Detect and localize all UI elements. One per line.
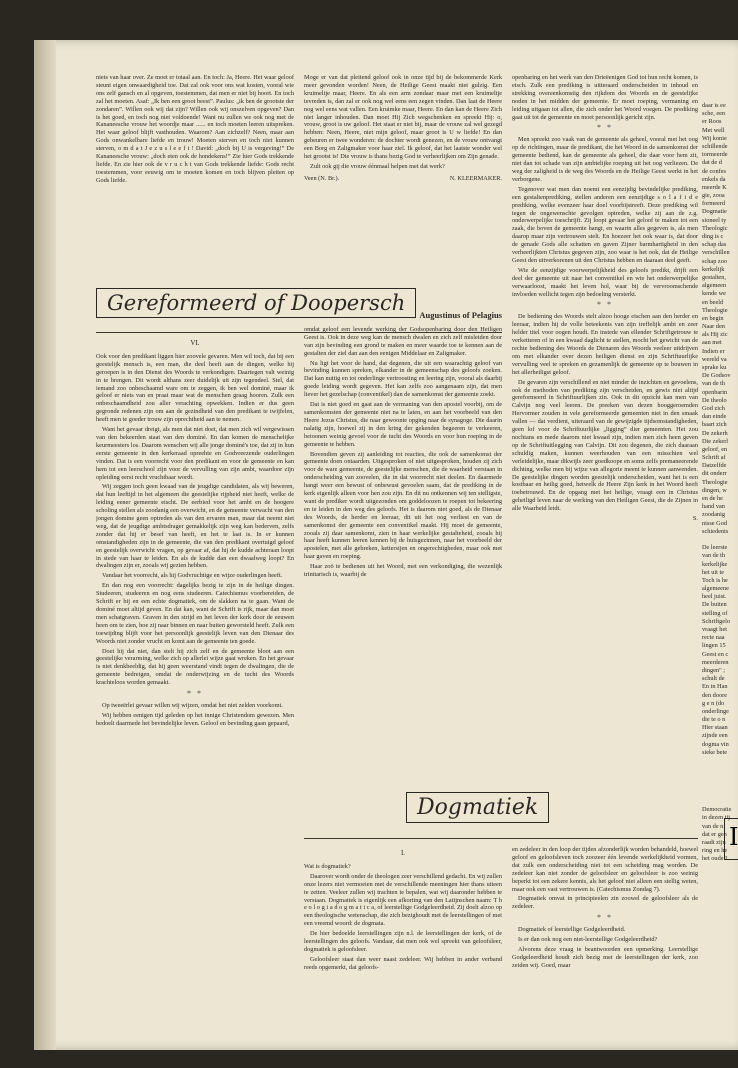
cropped-line-fragment: Datzelfde xyxy=(702,462,727,470)
paragraph: Wat is dogmatiek? xyxy=(304,862,351,870)
section-heading-dogmatiek: Dogmatiek xyxy=(406,792,549,823)
cropped-line-fragment: stelling of xyxy=(702,609,728,617)
cropped-line-fragment: meerderen xyxy=(702,658,729,666)
cropped-line-fragment: Theologie xyxy=(702,306,728,314)
cropped-line-fragment: De Godsov xyxy=(702,372,731,380)
cropped-line-fragment: sprake ku xyxy=(702,364,727,371)
cropped-line-fragment: dingen" ; xyxy=(702,666,726,674)
paragraph: Wij zeggen toch geen kwaad van de jeugdige candidaten, als wij beweren, dat hun leeftijd in het algemeen die geestelijke rijpheid niet heeft, welke de leiding eener gemeente eischt. De eerbied voor het ambt en de hoogere scholing stellen als zoodanig een overwicht, en de gemeente verwacht van den jongen domine geen optreden als van den ervaren man, maar dat neemt niet weg, dat de jeugdige ambtsdrager gemakkelijk zijn weg kan bederven, zelfs zonder dat hij er besef van heeft, en het te laat is. In er kunnen omstandigheden zijn in de gemeente, die van den predikant overtuigd geloof en geestelijk overwicht vragen, op gevaar af, dat hij de kudde achteraan loopt in stede van haar te leiden. En als de kudde dan een dwaalweg loopt? En dwalingen zijn er, zooals wij gezien hebben. xyxy=(96,483,294,570)
cropped-line-fragment: dogma vin xyxy=(702,740,729,748)
section-heading-gereformeerd-of-doopersch: Gereformeerd of Doopersch xyxy=(96,288,416,318)
paragraph: Wie de eenzijdige voorwerpelijkheid des geloofs predikt, drijft een deel der gemeente uit naar het conventikel en wie het onderwerpelijke verwaarloost, maakt het leven hol, waar bij de vervroomschende invloeden wellicht tegen zijn bedoeling versterkt. xyxy=(512,266,698,298)
paragraph: Dat is niet goed en gaat aan de vermaning van den apostel voorbij, om de samenkomsten der gemeente niet na te laten, en aan het voorbeeld van den Heere Jezus Christus, die naar gewoonte opging naar de synagoge. Die daarin nalatig zijn, hoewel zij in den kring der gekenden begeeren te verkeeren, betoonen weinig gevoel voor de tucht des Woords en voor hun roeping in de gemeente te hebben. xyxy=(304,401,502,448)
signature-place: Veen (N. Br.). xyxy=(304,174,340,182)
heading-rule xyxy=(304,838,698,839)
cropped-line-fragment: sieke bete xyxy=(702,748,727,756)
cropped-line-fragment: sche, een xyxy=(702,110,726,118)
column-1-top xyxy=(96,74,294,238)
cropped-line-fragment xyxy=(702,782,738,790)
cropped-line-fragment: Hier staan xyxy=(702,724,728,732)
cropped-line-fragment: er Roos xyxy=(702,118,722,126)
cropped-line-fragment: Dogmatie xyxy=(702,208,727,216)
paragraph: Want het gevaar dreigt, als men dat niet doet, dat men zich wil vergewissen van den bekeerden staat van den dominé. En dan komen de menschelijke keurmeesters los. Daarom wenschen wij alle jonge dominé's toe, dat zij in hun eerste gemeente in den kerkeraad opreehte en Godvreezende ouderlingen vinden. Dat is een voorrecht voor den predikant en voor de gemeente en kan hem tot een leerschool zijn voor de vervulling van zijn ambt, waardoor zijn opleiding eerst recht vruchtbaar wordt. xyxy=(96,426,294,481)
cropped-line-fragment: dat er gen xyxy=(702,830,727,838)
cropped-line-fragment: De zekerh xyxy=(702,429,728,437)
paragraph: Vandaar het voorrecht, als hij Godvruchtige en wijze ouderlingen heeft. xyxy=(102,572,283,580)
newspaper-page xyxy=(34,40,738,1050)
cropped-line-fragment: den doore xyxy=(702,691,728,699)
cropped-line-fragment: sioneel ty xyxy=(702,216,727,224)
cropped-line-fragment: zijnde een xyxy=(702,732,728,740)
cropped-line-fragment: onderlinge xyxy=(702,707,729,715)
cropped-line-fragment: kerkelijke xyxy=(702,560,728,568)
cropped-next-column xyxy=(702,102,738,863)
cropped-line-fragment: lingen 15 xyxy=(702,642,726,650)
cropped-line-fragment: hand van xyxy=(702,503,725,511)
article-subheading: Augustinus of Pelagius xyxy=(419,310,502,320)
cropped-line-fragment: en begin xyxy=(702,314,724,322)
cropped-line-fragment: algemeen xyxy=(702,282,727,290)
cropped-heading-letter: I xyxy=(729,823,738,851)
column-3-top xyxy=(512,74,698,782)
cropped-line-fragment: kende we xyxy=(702,290,726,298)
cropped-line-fragment: schult de xyxy=(702,675,725,683)
cropped-line-fragment: formeerd xyxy=(702,200,726,208)
paragraph: Is er dan ook nog een niet-leerstellige Godgeleerdheid? xyxy=(518,936,658,944)
cropped-line-fragment: openbarin xyxy=(702,388,728,396)
column-2-dogmatiek xyxy=(304,848,502,1048)
cropped-line-fragment: Schrift af xyxy=(702,454,726,462)
cropped-line-fragment: De buiten xyxy=(702,601,727,609)
cropped-line-fragment: dat de d xyxy=(702,159,722,167)
cropped-line-fragment: aan met xyxy=(702,339,722,347)
paragraph: De bediening des Woords stelt alzoo hooge eischen aan den herder en leeraar, indien hij de volle beteekenis van zijn treffelijk ambt en zeer helder titel voor oogen houdt. En instede van ellender Schriftgetrouw te verketteren of in een kwaad daglicht te stellen, mocht het gewicht van de rechte bediening des Woords de Dienaren des Woords veeleer uitdrijven om met elkander over dezen heiligen dienst en zijn Schriftuurlijke vervulling veel te spreken en gezamenlijk de gemeente op te bouwen in het allerheiligst geloof. xyxy=(512,313,698,376)
cropped-line-fragment: heel juist. xyxy=(702,593,727,601)
cropped-line-fragment: Schriftgelo xyxy=(702,617,730,625)
cropped-line-fragment: algemeene xyxy=(702,585,729,593)
cropped-line-fragment: Toch is he xyxy=(702,576,728,584)
paragraph: Doet hij dat niet, dan stelt hij zich zelf en de gemeente bloot aan een geestelijke verarming, welke zich op allerlei wijze gaat wreken. En het gevaar is niet denkbeeldig, dat hij geen weerstand vindt tegen de dwalingen, die de gemeente bedreigen, omdat de onderwijzing en de tucht des Woords krachteloos worden gemaakt. xyxy=(96,647,294,687)
paragraph: en zedeleer in den loop der tijden afzonderlijk worden behandeld, hoewel geloof en geloofsleven toch zoozeer één levende werkelijkheid vormen, dat zulk een onderscheiding niet tot een scheiding mag worden. De zedeleer kan niet zonder de geloofsleer en geloofsleer is zoo weinig beperkt tot een zekere kennis, als het geloof niet alleen een stellig weten, maar ook een vast vertrouwen is. (Catechismus Zondag 7). xyxy=(512,846,698,893)
cropped-line-fragment: die te o n xyxy=(702,716,726,724)
cropped-line-fragment: als Hij zic xyxy=(702,331,728,339)
cropped-line-fragment: schiedenis xyxy=(702,527,729,535)
cropped-line-fragment xyxy=(702,536,738,544)
paragraph: Daarover wordt onder de theologen zeer verschillend gedacht. En wij zullen onze lezers niet vermoeien met de verschillende meeningen hier thans uiteen te zetten. Veeleer zullen wij trachten te bepalen, wat wij daaronder hebben te verstaan. Dogmatiek is eigenlijk een afkorting van den Latijnschen naam: T h e o l o g i a d o g m a t i c a, of leerstellige Godgeleerdheid. Zij doelt alzoo op een theologische wetenschap, die zich bezighoudt met de leerstellingen of met een vreemd woord: de dogmata. xyxy=(304,872,502,928)
cropped-line-fragment: Theologic xyxy=(702,224,728,232)
cropped-line-fragment: De theolo xyxy=(702,396,727,404)
cropped-line-fragment: Geest en c xyxy=(702,650,729,658)
paragraph: Wij hebben eenigen tijd geleden op het innige Christendom gewezen. Men bedoelt daarmede het bevindelijke leven. Geloof en bevinding gaan gepaard, xyxy=(96,711,294,727)
paragraph: Dogmatiek omvat in principieelen zin zoowel de geloofsleer als de zedeleer. xyxy=(512,895,698,911)
cropped-line-fragment: en beeld xyxy=(702,298,724,306)
cropped-line-fragment: verschillen xyxy=(702,249,730,257)
cropped-line-fragment xyxy=(702,798,738,806)
cropped-line-fragment: in dezen tij xyxy=(702,814,730,822)
author-initial: S. xyxy=(692,515,698,523)
cropped-line-fragment: wereld va xyxy=(702,355,727,363)
cropped-line-fragment: tormeerde xyxy=(702,151,728,159)
paragraph: Geloofsleer staat dan weer naast zedeleer. Wij hebben in ander verband reeds opgemerkt, dat geloofs- xyxy=(304,955,502,971)
paragraph: openbaring en het werk van den Drieëenigen God tot hun recht komen, is eisch. Zulk een prediking is uitteraard onderscheiden in inhoud en strekking overeenkomstig den rijkdom des Woords en de geestelijke noden in het midden der gemeente. Er moet roeping, vermaning en leiding uitgaan tot allen, die zich onder het Woord voegen. De prediking gaat uit tot de gemeente en moet persoonlijk gericht zijn. xyxy=(512,74,698,121)
paragraph: Zult ook gij die vrouw éénmaal helpen met dat werk? xyxy=(310,162,445,170)
paragraph: Ook voor den predikant liggen hier zoovele gevaren. Men wil toch, dat bij een geestelijk mensch is, een man, die deel heeft aan de dingen, welke hij geroepen is in den Dienst des Woords te verkondigen. Daartegen valt weinig in te brengen. Dit wordt althans zeer duidelijk uit zijn tegendeel. Stel, dat iemand zoo onbeschaamd ware om te zeggen, ik ben wel dominé, maar ik geloof er niets van en praat maar wat de menschen graag hooren. Zulk een onbeschaamdheid zou aller verachting opwekken. Indien er dus geen gegronde redenen zijn om aan de gezindheid van den predikant te twijfelen, heeft men te goeder trouw zijn oprechtheid aan te nemen. xyxy=(96,352,294,424)
cropped-line-fragment: van de th xyxy=(702,552,726,560)
cropped-line-fragment: de confes xyxy=(702,167,726,175)
paragraph: Men spreekt zoo vaak van de gemeente als geheel, vooral met het oog op de richtingen, maar de predikant, die het Woord in de samenkomst der gemeente bediend, kan de gemeente als geheel, die daar voor hem zit, niet dan tot schade van zijn ambtelijke roeping uit het oog verliezen. De weg der zaligheid is de weg des Woords en de Heilige Geest werkt in het verborgene. xyxy=(512,136,698,183)
cropped-line-fragment: ding is c xyxy=(702,233,724,240)
paragraph: Op tweeërlei gevaar willen wij wijzen, omdat het niet zelden voorkomt. xyxy=(102,701,283,709)
cropped-line-fragment xyxy=(702,790,738,798)
paragraph: Bovendien geven zij aanleiding tot reacties, die ook de samenkomst der gemeente doen ontaarden. Uitgesproken of niet uitgesproken, houden zij zich voor de ware gemeente, de geestelijke menschen, die de waarheid verstaan in onderscheiding van zoovelen, die in dat voorrecht niet deelen. En daarmede hangt weer een bewust of onbewust gevoelen saam, dat de prediking in de kerk eigenlijk alleen voor hen zou zijn. En dit nu ontkennen wij ten stelligste, want de prediker wordt uitgezonden om goddeloozen te roepen tot bekeering en te leiden in den weg des geloofs. Het is daarom niet goed, als de Dienaar des Woords, de herder en leeraar, dit uit het oog verliest en van de samenkomst der gemeente een conventikel maakt. Hij moet de gemeente, zooals zij daar samenkomt, zien in haar werkelijke gestalteheid, zooals hij haar heeft kunnen leeren kennen bij de huisgezinnen, naar het voorbeeld der apostelen, met alle gebreken, kettersijen en ongerechtigheden, maar ook met haar gaven en roeping. xyxy=(304,450,502,561)
paragraph: De hier bedoelde leerstellingen zijn n.l. de leerstellingen der kerk, of de leerstellingen des geloofs. Vandaar, dat men ook wel spreekt van geloofsleer, dogmatiek is geloofsleer. xyxy=(304,930,502,953)
cropped-line-fragment: daar is ee xyxy=(702,102,726,109)
section-number: I. xyxy=(400,849,406,857)
cropped-line-fragment: Naar den xyxy=(702,323,725,331)
cropped-line-fragment: dan einde xyxy=(702,413,727,421)
cropped-line-fragment: enkels da xyxy=(702,175,726,183)
cropped-line-fragment: baart zich xyxy=(702,421,727,429)
section-separator-stars: * * xyxy=(597,913,613,923)
paragraph: Haar zoö te bedienen uit het Woord, met een verkondiging, die wezenlijk trinitarisch is, waarbij de xyxy=(304,563,502,579)
cropped-line-fragment: Indien er xyxy=(702,347,725,355)
column-2-main xyxy=(304,310,502,788)
cropped-line-fragment: ring en he xyxy=(702,847,728,855)
paragraph: De gevaren zijn verschillend en niet minder de inzichten en gevoelens, ook de methoden van prediking zijn verscheiden, en gewis niet altijd gereformeerd in Schriftuurlijken zin. Ook in dit opzicht kan men van Calvijn nog veel leeren. De preeken van dezen hooggeroemden Hervormer zouden in vele gereformeerde gemeenten niet in den smaak vallen — dat verdient, uiteraard van de gewijzigde tijdsomstandigheden, geen lof voor de Schriftuurlijke „ligging” dier gemeenten. Het zou nochtans en mede daarom niet kwaad zijn, indien men zich heen geven op de Schriftuitlegging van Calvijn. Dit zou degenen, die zich daaraan schuldig maken, kunnen weerhouden van een misschien wel verleidelijke, maar dikwijls zeer goedkoope en soms zelfs premaneerende dichting, welke men bij wijze van allegorie meent te kunnen aanwenden. De geestelijke dingen worden geestelijk onderscheiden, want het is een kostbaar en heilig goed, hetwelk de Heere Zijn kerk in het Woord heeft toebetrouwd. En de opgang met het heilige, vraagt een in Christus geheiligd leven naar de werking van den Heiligen Geest, die de Zijnen in alle Waarheid leidt. xyxy=(512,378,698,513)
cropped-line-fragment: het oude I xyxy=(702,855,728,863)
cropped-line-fragment: En in Han xyxy=(702,683,728,691)
cropped-line-fragment: Theologie xyxy=(702,478,728,486)
cropped-line-fragment: schap das xyxy=(702,241,727,249)
paragraph: niets van haar over. Ze moet er totaal aan. En toch: Ja, Heere. Het waar geloof steunt eigen onwaardigheid toe. Dat zal ook voor ons wat kosten, vooral wie ons zelf gansch en al opgeven, toestemmen, dat men er niet bij hoort. En toch zal het moeten. Asaf: „Ik ben een groot beest”. Paulus: „ik ben de grootste der zondaren”. Willen ook wij dat zijn? Willen ook wij onszelven opgeven? Dan is het goed, en toch nog niet voldoende! Want nu zullen we ook nog met de Kananeesche vrouw het woordje maar ...... en toch moeten leeren uitspreken. Het waar geloof blijft vasthouden. Waarom? Aan zichzelf? Neen, maar aan Gods onwankelbare liefde en trouw! Moeten sterven en toch niet kunnen sterven, o m d a t J e z u s l e e f t ! David: „doch bij U is vergeving!” De Kananeesche vrouw: „doch eten ook de hondekens!” Zie hier Gods trekkende liefde. En zie hier ook de v r u c h t van Gods trekkende liefde: Gods recht toestemmen, voor eeuwig om te moeten komen en toch blijven pleiten op Gods liefde. xyxy=(96,74,294,184)
cropped-line-fragment: geloof, en xyxy=(702,445,728,453)
paragraph: Moge er van dat pleitend geloof ook in onze tijd bij de bekommerde Kerk meer gevonden worden! Neen, de Heilige Geest maakt niet gulzig. Een kruimeltje maar, Heere. En als een arm zondaar maar met een kruimeltje tevreden is, dan zal er ook nog wel eens een zegen vinden. Dan laat de Heere nog wel eens wat vallen. Een kruimke maar, Heere. En dan kan de Heere Zich niet langer inhouden. Dan moet Hij Zich wegschenken en spreekt Hij: o, vrouw, groot is uw geloof. Het staat er niet bij, maar de vrouw zal wel gezegd hebben: Neen, Heere, niet mijn geloof, maar groot is U w liefde! En dan gebeuren er twee wonderen: de dochter wordt genezen, en de vrouw ontvangt een Borg en Zaligmaker voor haar ziel. Ik geloof, dat het laatste wonder wel het grootst is! Die vrouw is thans bezig God te verheerlijken om Zijn genade. xyxy=(304,74,502,161)
cropped-line-fragment xyxy=(702,757,738,765)
cropped-line-fragment: kerkelijk xyxy=(702,265,725,273)
section-separator-stars: * * xyxy=(187,689,203,699)
signature-line xyxy=(304,175,502,183)
paragraph: Alvorens deze vraag te beantwoorden een opmerking. Leerstellige Godgeleerdheid houdt zich bezig met de leerstellingen der kerk, zoo zeiden wij. Goed, maar xyxy=(512,945,698,969)
cropped-line-fragment: schillende xyxy=(702,142,728,150)
signature-author: N. KLEERMAKER. xyxy=(449,174,502,182)
cropped-line-fragment: Met well xyxy=(702,126,725,134)
page-gutter xyxy=(34,40,56,1050)
cropped-line-fragment: van de th xyxy=(702,380,726,388)
cropped-line-fragment: zoodanig xyxy=(702,511,726,519)
cropped-line-fragment: vraagt het xyxy=(702,626,727,633)
column-2-top xyxy=(304,74,502,254)
cropped-line-fragment: Die zekerl xyxy=(702,437,729,445)
cropped-heading-box xyxy=(724,818,738,860)
paragraph: Tegenover wat men dan noemt een eenzijdig bevindelijke prediking, een gestaltenprediking, stellen anderen een eenzijdige s o l a f i d e prediking, welke evenzeer haar doel voorbijstreeft. Deze prediking wil tegen de ongewenschte gevolgen optreden, welke zij aan de z.g. onderwerpelijke toeschrijft. Zij loopt gevaar het geloof te maken tot een zaak, die boven de gemeente hangt, en waarin alles gegeven is, als men daarop maar zijn vertrouwen stelt. En hoezeer het ook waar is, dat door de genade Gods alle schatten en gaven Zijner barmhartigheid in den verheerlijkten Christus gegeven zijn, zoo waar is het ook, dat de Heilige Geest den uitverkorenen uit den Christus hebben en daaraan deel geeft. xyxy=(512,185,698,264)
cropped-line-fragment: gie, zooa xyxy=(702,192,725,200)
cropped-line-fragment: g e n (do xyxy=(702,699,725,707)
cropped-line-fragment: Democratie xyxy=(702,806,732,814)
section-separator-stars: * * xyxy=(597,123,613,133)
paragraph: En dan nog een voorrecht: dagelijks bezig te zijn in de heilige dingen. Studeeren, studeeren en nog eens studeeren. Catechismus voorbereiden, de Schrift er bij en een echte dogmatiek, om de slakken na te gaan. Want de dominé moet altijd geven. En dat kan, want de Schrift is rijk, maar dan moet men schatgraven. Graven in den strijd en het leven der kerk door de eeuwen heen om te zien, hoe zij naar binnen en naar buiten geworsteld heeft. Zulk een toewijding blijft voor het persoonlijk geestelijk leven van den Dienaar des Woords niet zonder vrucht en komt aan de gemeente ten goede. xyxy=(96,582,294,645)
cropped-line-fragment: schap zoo xyxy=(702,257,728,265)
cropped-line-fragment: nisse God xyxy=(702,519,728,527)
section-separator-stars: * * xyxy=(597,300,613,310)
cropped-line-fragment: Wij konie xyxy=(702,134,727,142)
cropped-line-fragment: en de he xyxy=(702,495,723,502)
column-3-dogmatiek xyxy=(512,846,698,1046)
cropped-line-fragment xyxy=(702,773,738,781)
cropped-line-fragment: dit onderr xyxy=(702,470,727,478)
cropped-line-fragment: De leerste xyxy=(702,544,728,552)
cropped-line-fragment: God zich xyxy=(702,404,725,412)
cropped-line-fragment: meerde K xyxy=(702,183,727,191)
cropped-line-fragment: van de ni xyxy=(702,822,726,830)
cropped-line-fragment: raadt zijn xyxy=(702,838,726,846)
cropped-line-fragment: recte naa xyxy=(702,634,725,642)
section-number: VI. xyxy=(190,339,200,347)
cropped-line-fragment xyxy=(702,765,738,773)
cropped-line-fragment: dingen, w xyxy=(702,486,727,494)
cropped-line-fragment: het uit te xyxy=(702,568,725,576)
paragraph: Nu ligt het voor de hand, dat degenen, die uit een waarachtig geloof van bevinding kunnen spreken, elkander in de gemeenschap des geloofs zoeken. Dat kan nuttig en tot onderlinge vertroosting en leering zijn, vooral als daarbij goede leiding wordt gegeven. Het kan zelfs zoo aangenaam zijn, dat men liever het gezelschap (conventikel) dan de samenkomst der gemeente zoekt. xyxy=(304,359,502,399)
paragraph: Dogmatiek of leerstellige Godgeleerdheid. xyxy=(518,926,626,934)
column-1-main xyxy=(96,338,294,1043)
cropped-line-fragment: gestalten, xyxy=(702,273,726,281)
paragraph: omdat geloof een levende werking der Godsopenbaring door den Heiligen Geest is. Ook in deze weg kan de mensch dwalen en zich zelf misleiden door van zijn bevinding een grond te maken en meer waarde toe te kennen aan de gestalten der ziel dan aan den eenigen Middelaar en Zaligmaker. xyxy=(304,325,502,357)
